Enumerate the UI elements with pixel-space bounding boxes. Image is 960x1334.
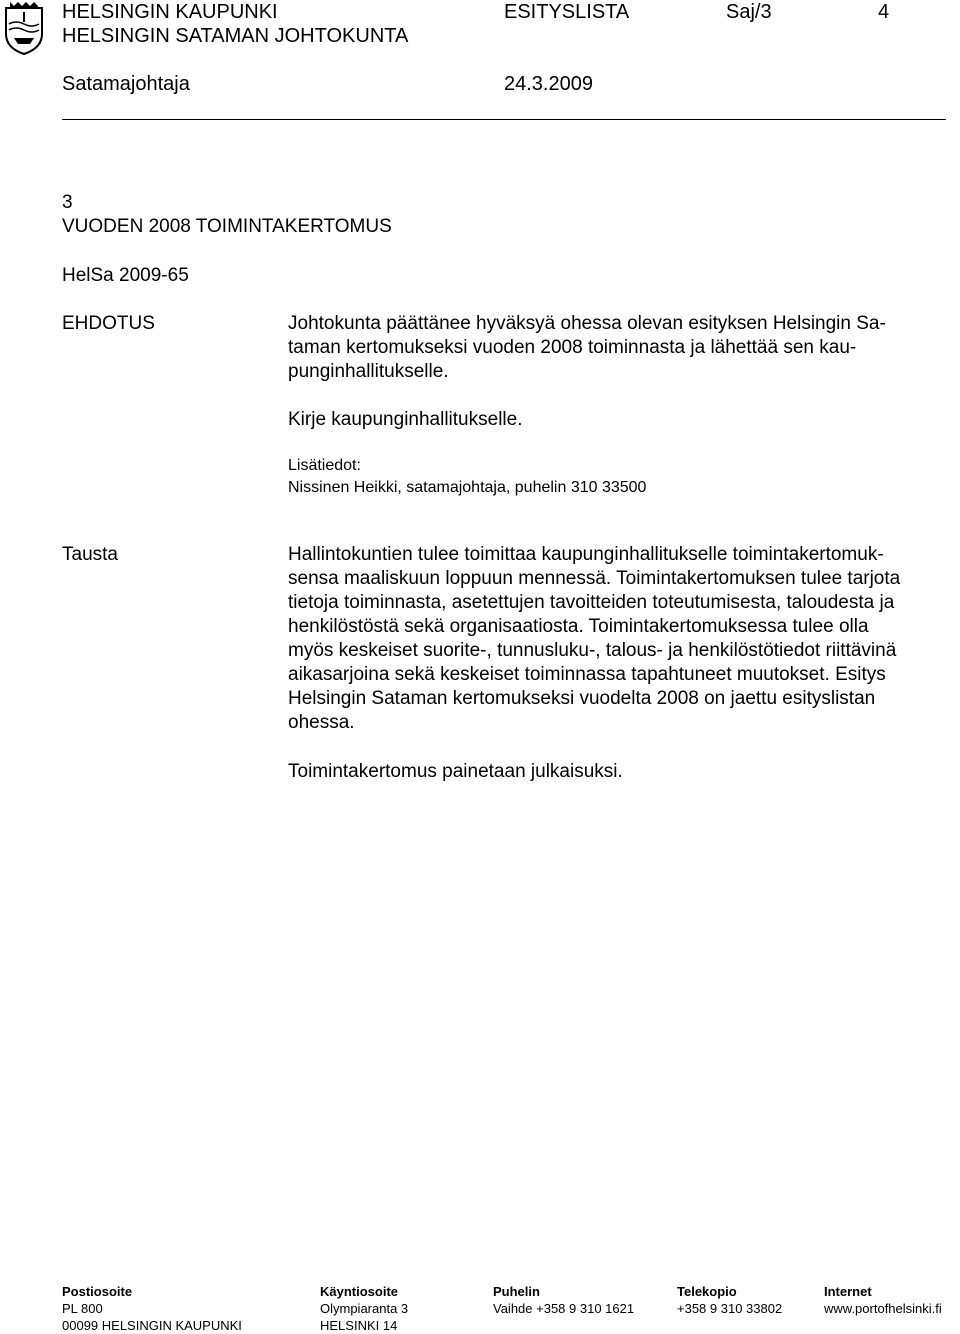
city-crest-icon: [0, 0, 48, 56]
letter-note: Kirje kaupunginhallitukselle.: [288, 409, 523, 430]
proposal-line: punginhallitukselle.: [288, 361, 449, 382]
org-name-line1: HELSINGIN KAUPUNKI: [62, 1, 278, 23]
doc-type: ESITYSLISTA: [504, 1, 630, 23]
decision-maker: Satamajohtaja: [62, 73, 190, 95]
background-label: Tausta: [62, 544, 118, 565]
info-contact: Nissinen Heikki, satamajohtaja, puhelin 310 33500: [288, 479, 647, 496]
footer-postal-line1: PL 800: [62, 1301, 103, 1316]
footer-visiting-heading: Käyntiosoite: [320, 1284, 399, 1299]
closing-note: Toimintakertomus painetaan julkaisuksi.: [288, 761, 623, 782]
footer-postal-heading: Postiosoite: [62, 1284, 133, 1299]
footer-internet-heading: Internet: [824, 1284, 872, 1299]
proposal-text: [288, 312, 948, 384]
background-line: aikasarjoina sekä keskeiset toiminnassa tapahtuneet muutokset. Esitys: [288, 664, 886, 685]
footer-phone: [493, 1283, 634, 1317]
background-line: henkilöstöstä sekä organisaatiosta. Toimintakertomuksessa tulee olla: [288, 616, 869, 637]
background-line: tietoja toiminnasta, asetettujen tavoitteiden toteutumisesta, taloudesta ja: [288, 592, 895, 613]
header-divider: [62, 119, 946, 120]
footer-postal: [62, 1283, 242, 1334]
background-line: Helsingin Sataman kertomukseksi vuodelta 2008 on jaettu esityslistan: [288, 688, 876, 709]
footer-visiting-line1: Olympiaranta 3: [320, 1301, 409, 1316]
footer-internet-link[interactable]: www.portofhelsinki.fi: [824, 1301, 942, 1316]
item-title: VUODEN 2008 TOIMINTAKERTOMUS: [62, 216, 392, 237]
item-reference: HelSa 2009-65: [62, 265, 189, 286]
item-number: 3: [62, 192, 73, 213]
background-line: myös keskeiset suorite-, tunnusluku-, talous- ja henkilöstötiedot riittävinä: [288, 640, 897, 661]
proposal-label: EHDOTUS: [62, 313, 155, 334]
background-line: Hallintokuntien tulee toimittaa kaupunginhallitukselle toimintakertomuk-: [288, 544, 884, 565]
org-name-line2: HELSINGIN SATAMAN JOHTOKUNTA: [62, 25, 409, 47]
background-line: sensa maaliskuun loppuun mennessä. Toimintakertomuksen tulee tarjota: [288, 568, 901, 589]
background-line: ohessa.: [288, 712, 355, 733]
footer-phone-heading: Puhelin: [493, 1284, 540, 1299]
footer-fax: [677, 1283, 782, 1317]
footer-fax-line1: +358 9 310 33802: [677, 1301, 783, 1316]
footer-visiting: [320, 1283, 408, 1334]
page-number: 4: [878, 1, 890, 23]
footer-internet: [824, 1283, 942, 1317]
footer-visiting-line2: HELSINKI 14: [320, 1318, 398, 1333]
footer-postal-line2: 00099 HELSINGIN KAUPUNKI: [62, 1318, 242, 1333]
proposal-line: taman kertomukseksi vuoden 2008 toiminnasta ja lähettää sen kau-: [288, 337, 857, 358]
footer-phone-line1: Vaihde +358 9 310 1621: [493, 1301, 635, 1316]
proposal-line: Johtokunta päättänee hyväksyä ohessa olevan esityksen Helsingin Sa-: [288, 313, 886, 334]
doc-ref: Saj/3: [726, 1, 772, 23]
footer-fax-heading: Telekopio: [677, 1284, 737, 1299]
info-label: Lisätiedot:: [288, 457, 361, 474]
meeting-date: 24.3.2009: [504, 73, 593, 95]
background-text: [288, 543, 948, 735]
